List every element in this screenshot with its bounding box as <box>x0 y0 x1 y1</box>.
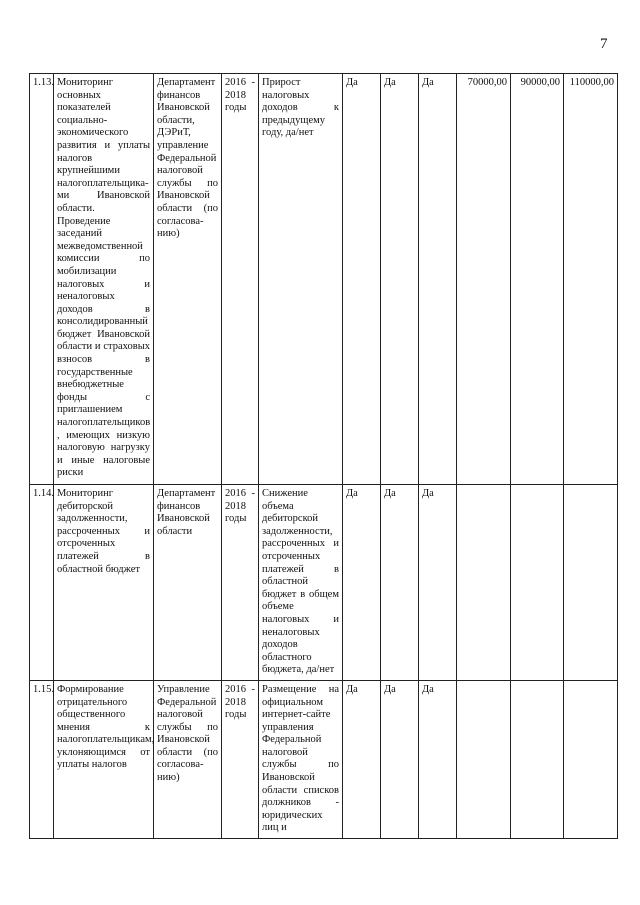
value-cell: 90000,00 <box>511 74 564 485</box>
table-row <box>30 680 618 838</box>
flag-cell: Да <box>343 74 381 485</box>
executor-cell: Департамент финансов Ивановской области <box>154 485 222 681</box>
value-cell: 70000,00 <box>457 74 511 485</box>
page-number: 7 <box>600 36 608 52</box>
flag-cell: Да <box>381 680 419 838</box>
value-cell <box>564 680 618 838</box>
executor-cell: Департамент финансов Ивановской области, ДЭРиТ, управление Федеральной налоговой службы по Ивановской области (по согласова-нию) <box>154 74 222 485</box>
value-cell <box>511 485 564 681</box>
measures-table <box>29 73 618 839</box>
flag-cell: Да <box>381 485 419 681</box>
table-row <box>30 74 618 485</box>
indicator-cell: Снижение объема дебиторской задолженности, рассроченных и отсроченных платежей в областной бюджет в общем объеме налоговых и неналоговых доходов областного бюджета, да/нет <box>259 485 343 681</box>
flag-cell: Да <box>343 680 381 838</box>
flag-cell: Да <box>381 74 419 485</box>
period-cell: 2016 - 2018 годы <box>222 485 259 681</box>
flag-cell: Да <box>419 680 457 838</box>
flag-cell: Да <box>419 485 457 681</box>
indicator-cell: Прирост налоговых доходов к предыдущему году, да/нет <box>259 74 343 485</box>
value-cell <box>511 680 564 838</box>
measure-cell: Формирование отрицательного общественного мнения к налогоплательщикам, уклоняющимся от уплаты налогов <box>54 680 154 838</box>
table-row <box>30 485 618 681</box>
value-cell <box>457 485 511 681</box>
row-index: 1.15. <box>30 680 54 838</box>
value-cell <box>564 485 618 681</box>
executor-cell: Управление Федеральной налоговой службы по Ивановской области (по согласова-нию) <box>154 680 222 838</box>
period-cell: 2016 - 2018 годы <box>222 680 259 838</box>
row-index: 1.14. <box>30 485 54 681</box>
indicator-cell: Размещение на официальном интернет-сайте управления Федеральной налоговой службы по Ивановской области списков должников - юридических лиц и <box>259 680 343 838</box>
row-index: 1.13. <box>30 74 54 485</box>
measure-cell: Мониторинг дебиторской задолженности, рассроченных и отсроченных платежей в областной бюджет <box>54 485 154 681</box>
value-cell: 110000,00 <box>564 74 618 485</box>
flag-cell: Да <box>419 74 457 485</box>
period-cell: 2016 - 2018 годы <box>222 74 259 485</box>
value-cell <box>457 680 511 838</box>
flag-cell: Да <box>343 485 381 681</box>
measure-cell: Мониторинг основных показателей социально-экономического развития и уплаты налогов крупнейшими налогоплательщика-ми Ивановской области. Проведение заседаний межведомственной комиссии по мобилизации налоговых и неналоговых доходов в консолидированный бюджет Ивановской области и страховых взносов в государственные внебюджетные фонды с приглашением налогоплательщиков , имеющих низкую налоговую нагрузку и иные налоговые риски <box>54 74 154 485</box>
